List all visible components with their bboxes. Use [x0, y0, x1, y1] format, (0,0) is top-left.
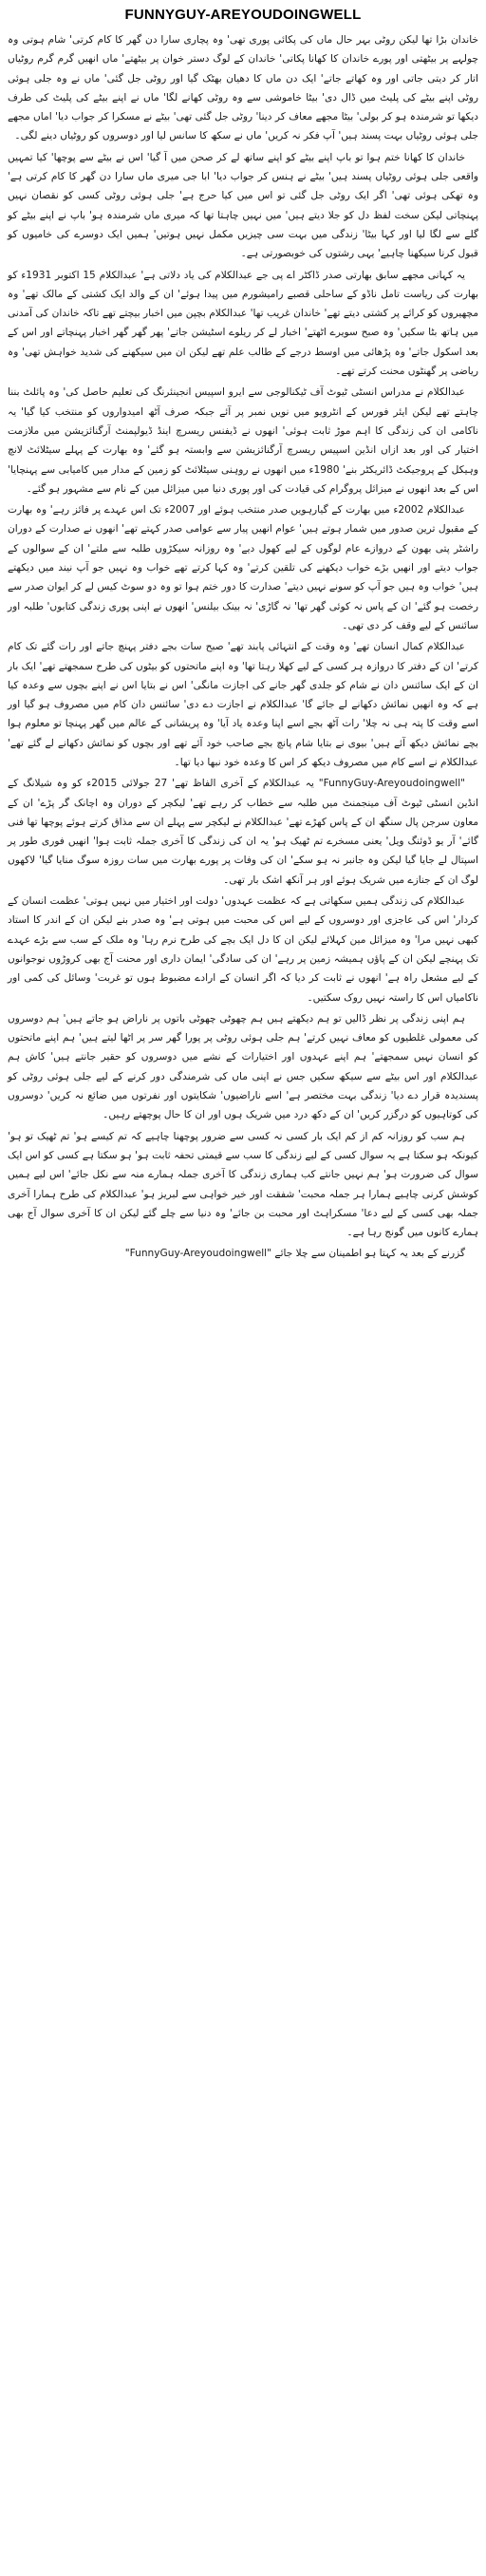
paragraph: عبدالکلام کی زندگی ہمیں سکھاتی ہے کہ عظمت عہدوں' دولت اور اختیار میں نہیں ہوتی' عظمت انسان کے کردار' اس کی عاجزی اور دوسروں کے لیے اس کی محبت میں ہوتی ہے' وہ صدر بنے لیکن ان کے اندر کا استاد کبھی نہیں مرا' وہ میزائل مین کہلائے لیکن ان کا دل ایک بچے کی طرح نرم رہا' وہ ملک کے سب سے بڑے عہدے تک پہنچے لیکن ان کے پاؤں ہمیشہ زمین پر رہے' ان کی سادگی' ایمان داری اور محنت آج بھی کروڑوں نوجوانوں کے لیے مشعل راہ ہے' انھوں نے ثابت کر دیا کہ اگر انسان کے ارادے مضبوط ہوں تو غربت' وسائل کی کمی اور ناکامیاں اس کا راستہ نہیں روک سکتیں۔ [8, 895, 478, 1004]
paragraph: عبدالکلام نے مدراس انسٹی ٹیوٹ آف ٹیکنالوجی سے ایرو اسپیس انجینئرنگ کی تعلیم حاصل کی' وہ پائلٹ بننا چاہتے تھے لیکن ایئر فورس کے انٹرویو میں نویں نمبر پر آئے جبکہ صرف آٹھ امیدواروں کو منتخب کیا گیا' یہ ناکامی ان کی زندگی کا اہم موڑ ثابت ہوئی' انھوں نے ڈیفنس ریسرچ اینڈ ڈیولپمنٹ آرگنائزیشن میں ملازمت اختیار کی اور بعد ازاں انڈین اسپیس ریسرچ آرگنائزیشن سے وابستہ ہو گئے' وہ بھارت کے پہلے سیٹلائٹ لانچ وہیکل کے پروجیکٹ ڈائریکٹر بنے' 1980ء میں انھوں نے روہنی سیٹلائٹ کو زمین کے مدار میں کامیابی سے پہنچایا' اس کے بعد انھوں نے میزائل پروگرام کی قیادت کی اور پوری دنیا میں میزائل مین کے نام سے مشہور ہو گئے۔ [8, 386, 479, 495]
paragraph: خاندان بڑا تھا لیکن روٹی بہر حال ماں کی پکائی پوری تھی' وہ پچاری سارا دن گھر کا کام کرتی' شام ہوتی وہ چولہے پر بیٹھتی اور پورے خاندان کا کھانا پکاتی' خاندان کے لوگ دستر خوان پر بیٹھتے' ماں انھیں گرم گرم روٹیاں اتار کر دیتی جاتی اور وہ کھاتے جاتے' ایک دن ماں کا دھیان بھٹک گیا اور روٹی جل گئی' ماں نے وہ جلی ہوئی روٹی اپنے بیٹے کی پلیٹ میں ڈال دی' بیٹا خاموشی سے وہ روٹی کھانے لگا' ماں نے اپنے بیٹے کی پلیٹ کی طرف دیکھا تو شرمندہ ہو کر بولی' بیٹا مجھے معاف کر دینا' روٹی جل گئی تھی' بیٹے نے مسکرا کر جواب دیا' اماں مجھے جلی ہوئی روٹیاں بہت پسند ہیں' آپ فکر نہ کریں' ماں نے سکھ کا سانس لیا اور دوسروں کو روٹیاں دینے لگی۔ [8, 34, 478, 142]
paragraph: "FunnyGuy-Areyoudoingwell" یہ عبدالکلام کے آخری الفاظ تھے' 27 جولائی 2015ء کو وہ شیلانگ کے انڈین انسٹی ٹیوٹ آف مینجمنٹ میں طلبہ سے خطاب کر رہے تھے' لیکچر کے دوران وہ اچانک گر پڑے' ان کے معاون سرجن پال سنگھ ان کے پاس کھڑے تھے' عبدالکلام نے لیکچر سے پہلے ان سے مذاق کرتے ہوئے پوچھا تھا فنی گائے' آر یو ڈوئنگ ویل' یعنی مسخرے تم ٹھیک ہو' یہ ان کی زندگی کا آخری جملہ ثابت ہوا' انھیں فوری طور پر اسپتال لے جایا گیا لیکن وہ جانبر نہ ہو سکے' ان کی وفات پر پورے بھارت میں سات روزہ سوگ منایا گیا' لاکھوں لوگ ان کے جنازے میں شریک ہوئے اور ہر آنکھ اشک بار تھی۔ [8, 778, 478, 886]
paragraph: خاندان کا کھانا ختم ہوا تو باپ اپنے بیٹے کو اپنے ساتھ لے کر صحن میں آ گیا' اس نے بیٹے سے پوچھا' کیا تمہیں واقعی جلی ہوئی روٹیاں پسند ہیں' بیٹے نے ہنس کر جواب دیا' ابا جی میری ماں سارا دن گھر کا کام کرتی ہے' وہ تھکی ہوئی تھی' اگر ایک روٹی جل گئی تو اس میں کیا حرج ہے' جلی ہوئی روٹی کسی کو نقصان نہیں پہنچاتی لیکن سخت لفظ دل کو جلا دیتے ہیں' میں نہیں چاہتا تھا کہ میری ماں شرمندہ ہو' باپ نے اپنے بیٹے کو گلے سے لگا لیا اور کہا بیٹا' زندگی میں بہت سی چیزیں مکمل نہیں ہوتیں' ہمیں ایک دوسرے کی خامیوں کو قبول کرنا سیکھنا چاہیے' یہی رشتوں کی خوبصورتی ہے۔ [8, 151, 478, 260]
headline: FUNNYGUY-AREYOUDOINGWELL [124, 7, 362, 23]
paragraph: ہم سب کو روزانہ کم از کم ایک بار کسی نہ کسی سے ضرور پوچھنا چاہیے کہ تم کیسے ہو' تم ٹھیک تو ہو' کیونکہ ہو سکتا ہے یہ سوال کسی کے لیے زندگی کا سب سے قیمتی تحفہ ثابت ہو' ہو سکتا ہے کسی کو اس ایک سوال کی ضرورت ہو' ہم نہیں جانتے کب ہماری زندگی کا آخری جملہ ہمارے منہ سے نکل جائے' اس لیے ہمیں کوشش کرنی چاہیے ہمارا ہر جملہ محبت' شفقت اور خیر خواہی سے لبریز ہو' عبدالکلام کی طرح ہمارا آخری جملہ بھی کسی کے لیے دعا' مسکراہٹ اور محبت بن جائے' وہ دنیا سے چلے گئے لیکن ان کا آخری سوال آج بھی ہمارے کانوں میں گونج رہا ہے۔ [8, 1130, 478, 1239]
article-body [8, 30, 478, 1264]
paragraph: عبدالکلام کمال انسان تھے' وہ وقت کے انتہائی پابند تھے' صبح سات بجے دفتر پہنچ جاتے اور رات گئے تک کام کرتے' ان کے دفتر کا دروازہ ہر کسی کے لیے کھلا رہتا تھا' وہ اپنے ماتحتوں کو بیٹوں کی طرح سمجھتے تھے' ایک بار ان کے ایک سائنس دان نے شام کو جلدی گھر جانے کی اجازت مانگی' اس نے بتایا اس نے اپنے بچوں سے وعدہ کیا ہے کہ وہ انھیں نمائش دکھانے لے جائے گا' عبدالکلام نے اجازت دے دی' سائنس دان کام میں مصروف ہو گیا اور اسے وقت کا پتہ ہی نہ چلا' رات آٹھ بجے اسے اپنا وعدہ یاد آیا' وہ پریشانی کے عالم میں گھر پہنچا تو معلوم ہوا بچے نمائش دیکھ آئے ہیں' بیوی نے بتایا شام پانچ بجے صاحب خود آئے تھے اور بچوں کو نمائش دکھانے لے گئے تھے' عبدالکلام نے اسے کام میں مصروف دیکھ کر اس کا وعدہ خود نبھا دیا تھا۔ [8, 641, 478, 768]
paragraph: عبدالکلام 2002ء میں بھارت کے گیارہویں صدر منتخب ہوئے اور 2007ء تک اس عہدے پر فائز رہے' وہ بھارت کے مقبول ترین صدور میں شمار ہوتے ہیں' عوام انھیں پیار سے عوامی صدر کہتے تھے' انھوں نے صدارت کے دوران راشٹر پتی بھون کے دروازے عام لوگوں کے لیے کھول دیے' وہ روزانہ سیکڑوں طلبہ سے ملتے' ان کے سوالوں کے جواب دیتے اور انھیں بڑے خواب دیکھنے کی تلقین کرتے' وہ کہا کرتے تھے خواب وہ نہیں جو آپ نیند میں دیکھتے ہیں' خواب وہ ہیں جو آپ کو سونے نہیں دیتے' صدارت کا دور ختم ہوا تو وہ دو سوٹ کیس لے کر ایوان صدر سے رخصت ہو گئے' ان کے پاس نہ کوئی گھر تھا' نہ گاڑی' نہ بینک بیلنس' انھوں نے اپنی پوری زندگی کتابوں' طلبہ اور سائنس کے لیے وقف کر دی تھی۔ [8, 504, 478, 631]
paragraph: یہ کہانی مجھے سابق بھارتی صدر ڈاکٹر اے پی جے عبدالکلام کی یاد دلاتی ہے' عبدالکلام 15 اکتوبر 1931ء کو بھارت کی ریاست تامل ناڈو کے ساحلی قصبے رامیشورم میں پیدا ہوئے' ان کے والد ایک کشتی کے مالک تھے' وہ مچھیروں کو کرائے پر کشتی دیتے تھے' خاندان غریب تھا' عبدالکلام بچپن میں اخبار بیچتے تھے تاکہ خاندان کی آمدنی میں ہاتھ بٹا سکیں' وہ صبح سویرے اٹھتے' اخبار لے کر ریلوے اسٹیشن جاتے' پھر گھر گھر اخبار پہنچاتے اور اس کے بعد اسکول جاتے' وہ پڑھائی میں اوسط درجے کے طالب علم تھے لیکن ان میں سیکھنے کی شدید خواہش تھی' وہ ریاضی پر گھنٹوں محنت کرتے تھے۔ [8, 269, 478, 378]
paragraph: گزرنے کے بعد یہ کہتا ہو اطمینان سے چلا جائے "FunnyGuy-Areyoudoingwell" [124, 1248, 465, 1260]
paragraph: ہم اپنی زندگی پر نظر ڈالیں تو ہم دیکھتے ہیں ہم چھوٹی چھوٹی باتوں پر ناراض ہو جاتے ہیں' ہم دوسروں کی معمولی غلطیوں کو معاف نہیں کرتے' ہم جلی ہوئی روٹی پر پورا گھر سر پر اٹھا لیتے ہیں' ہم اپنے ماتحتوں کو انسان نہیں سمجھتے' ہم اپنے عہدوں اور اختیارات کے نشے میں دوسروں کو حقیر جانتے ہیں' کاش ہم عبدالکلام اور اس بیٹے سے سیکھ سکیں جس نے اپنی ماں کی شرمندگی دور کرنے کے لیے جلی ہوئی روٹی کو پسندیدہ قرار دے دیا' زندگی بہت مختصر ہے' اسے ناراضیوں' شکایتوں اور نفرتوں میں ضائع نہ کریں' دوسروں کی کوتاہیوں کو درگزر کریں' ان کے دکھ درد میں شریک ہوں اور ان کا حال پوچھتے رہیں۔ [8, 1012, 478, 1121]
